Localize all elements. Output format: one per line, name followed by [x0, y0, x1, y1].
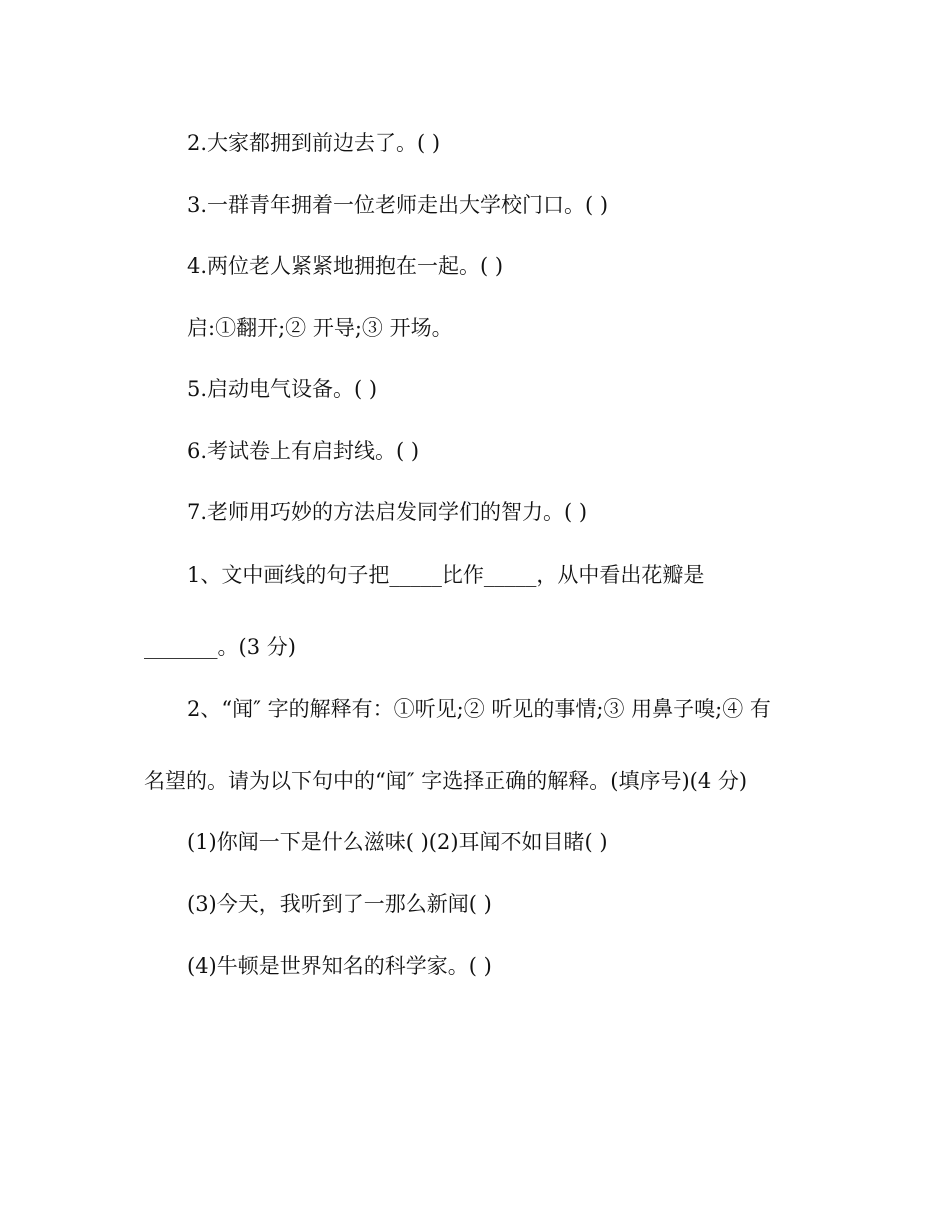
question-2-continuation: 名望的。请为以下句中的“闻″ 字选择正确的解释。(填序号)(4 分)	[144, 769, 748, 793]
question-1-line: 1、文中画线的句子把_____比作_____，从中看出花瓣是	[187, 563, 705, 587]
question-1-continuation: _______。(3 分)	[144, 635, 296, 659]
sentence-line-2: 2.大家都拥到前边去了。( )	[187, 131, 441, 155]
sentence-line-4: 4.两位老人紧紧地拥抱在一起。( )	[187, 254, 504, 278]
sentence-line-6: 6.考试卷上有启封线。( )	[187, 439, 420, 463]
definition-line-qi: 启:①翻开;② 开导;③ 开场。	[187, 316, 453, 340]
sentence-line-7: 7.老师用巧妙的方法启发同学们的智力。( )	[187, 500, 588, 524]
question-2-line: 2、“闻″ 字的解释有：①听见;② 听见的事情;③ 用鼻子嗅;④ 有	[187, 697, 771, 721]
subquestion-1-2-line: (1)你闻一下是什么滋味( )(2)耳闻不如目睹( )	[187, 830, 608, 854]
subquestion-4-line: (4)牛顿是世界知名的科学家。( )	[187, 954, 492, 978]
subquestion-3-line: (3)今天，我听到了一那么新闻( )	[187, 892, 492, 916]
sentence-line-5: 5.启动电气设备。( )	[187, 377, 378, 401]
sentence-line-3: 3.一群青年拥着一位老师走出大学校门口。( )	[187, 193, 609, 217]
